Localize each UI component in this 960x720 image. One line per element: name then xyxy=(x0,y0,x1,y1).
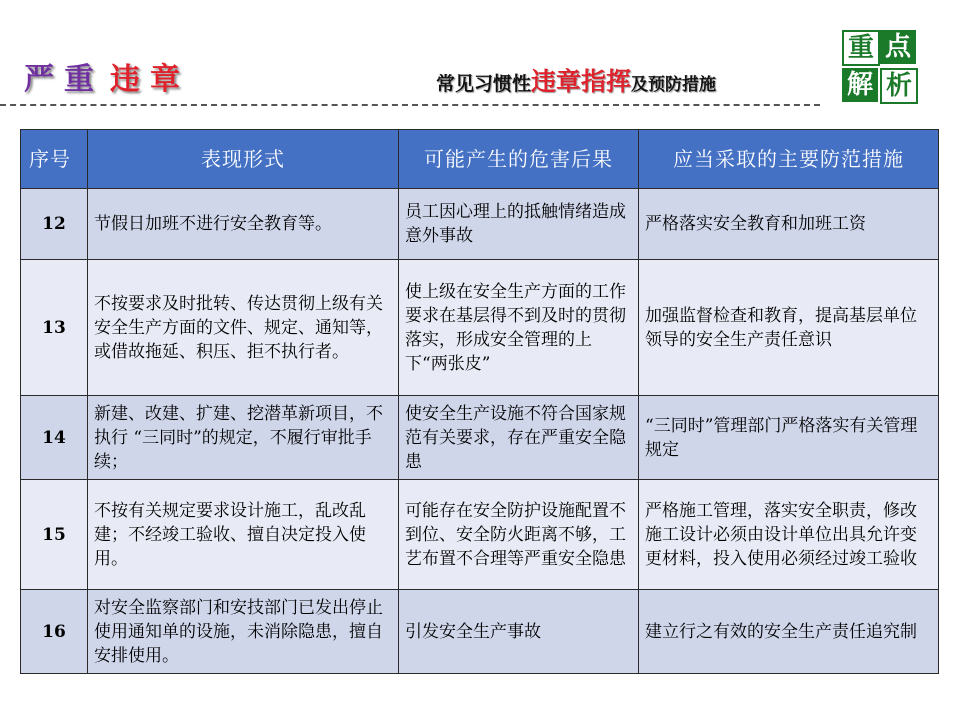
cell-form: 节假日加班不进行安全教育等。 xyxy=(88,189,399,260)
cell-harm: 引发安全生产事故 xyxy=(399,590,639,674)
title-part-2: 违章 xyxy=(110,62,190,97)
slide-header xyxy=(0,0,960,110)
cell-harm: 可能存在安全防护设施配置不到位、安全防火距离不够，工艺布置不合理等严重安全隐患 xyxy=(399,480,639,590)
violation-table xyxy=(20,129,939,674)
cell-measure: 加强监督检查和教育，提高基层单位领导的安全生产责任意识 xyxy=(639,260,939,396)
cell-form: 对安全监察部门和安技部门已发出停止使用通知单的设施，未消除隐患，擅自安排使用。 xyxy=(88,590,399,674)
badge-char-3: 解 xyxy=(842,68,878,102)
cell-measure: 严格施工管理，落实安全职责，修改施工设计必须由设计单位出具允许变更材料，投入使用必须经过竣工验收 xyxy=(639,480,939,590)
table-row xyxy=(21,480,939,590)
table-row xyxy=(21,260,939,396)
key-analysis-badge xyxy=(840,28,918,104)
cell-serial: 14 xyxy=(21,396,88,480)
cell-form: 不按要求及时批转、传达贯彻上级有关安全生产方面的文件、规定、通知等，或借故拖延、积压、拒不执行者。 xyxy=(88,260,399,396)
table-row xyxy=(21,590,939,674)
slide-title xyxy=(24,54,190,98)
badge-char-2: 点 xyxy=(880,30,916,64)
badge-char-4: 析 xyxy=(880,68,918,104)
cell-form: 新建、改建、扩建、挖潜革新项目，不执行 “三同时”的规定，不履行审批手续； xyxy=(88,396,399,480)
cell-serial: 12 xyxy=(21,189,88,260)
cell-serial: 13 xyxy=(21,260,88,396)
slide-subtitle xyxy=(436,62,716,98)
cell-form: 不按有关规定要求设计施工，乱改乱建；不经竣工验收、擅自决定投入使用。 xyxy=(88,480,399,590)
header-measure: 应当采取的主要防范措施 xyxy=(639,130,939,189)
cell-serial: 16 xyxy=(21,590,88,674)
cell-measure: 严格落实安全教育和加班工资 xyxy=(639,189,939,260)
cell-harm: 员工因心理上的抵触情绪造成意外事故 xyxy=(399,189,639,260)
header-harm: 可能产生的危害后果 xyxy=(399,130,639,189)
header-form: 表现形式 xyxy=(88,130,399,189)
subtitle-part-1: 常见习惯性 xyxy=(436,73,532,95)
badge-char-1: 重 xyxy=(842,30,880,66)
subtitle-part-2: 违章指挥 xyxy=(531,67,632,96)
table-row xyxy=(21,396,939,480)
header-divider xyxy=(0,104,820,106)
title-part-1: 严重 xyxy=(24,62,104,97)
table-header-row xyxy=(21,130,939,189)
header-serial: 序号 xyxy=(21,130,88,189)
subtitle-part-3: 及预防措施 xyxy=(631,75,717,95)
cell-harm: 使安全生产设施不符合国家规范有关要求，存在严重安全隐患 xyxy=(399,396,639,480)
cell-serial: 15 xyxy=(21,480,88,590)
cell-measure: “三同时”管理部门严格落实有关管理规定 xyxy=(639,396,939,480)
table-row xyxy=(21,189,939,260)
cell-measure: 建立行之有效的安全生产责任追究制 xyxy=(639,590,939,674)
cell-harm: 使上级在安全生产方面的工作要求在基层得不到及时的贯彻落实，形成安全管理的上下“两张皮” xyxy=(399,260,639,396)
